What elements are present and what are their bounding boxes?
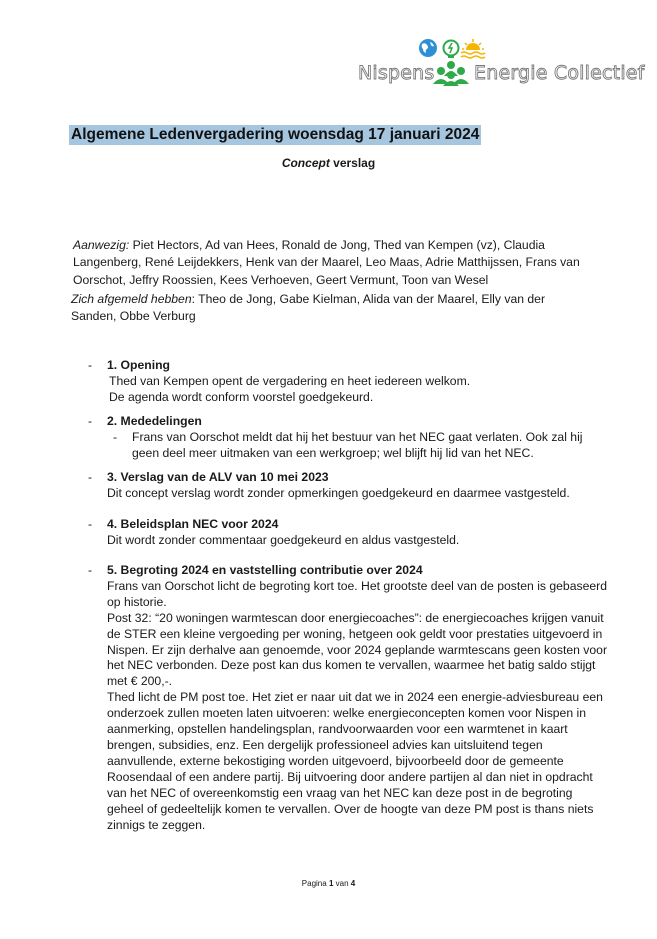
attendance-present xyxy=(73,237,591,289)
agenda-item-title: 2. Mededelingen xyxy=(107,414,202,428)
agenda-item-verslag xyxy=(88,470,608,502)
agenda-item-title: 3. Verslag van de ALV van 10 mei 2023 xyxy=(107,470,329,484)
globe-icon xyxy=(419,39,437,57)
agenda-item-title: 1. Opening xyxy=(107,358,170,372)
subtitle-rest: verslag xyxy=(329,156,376,170)
footer-middle: van xyxy=(333,879,351,888)
sub-list-text: Frans van Oorschot meldt dat hij het bestuur van het NEC gaat verlaten. Ook zal hij geen deel meer uitmaken van een werkgroep; wel blijft hij lid van het NEC. xyxy=(132,429,583,460)
agenda-item-line: De agenda wordt conform voorstel goedgekeurd. xyxy=(109,389,374,404)
agenda-item-paragraph: Thed licht de PM post toe. Het ziet er naar uit dat we in 2024 een energie-adviesbureau een onderzoek zullen moeten laten uitvoeren: welke energieconcepten komen voor Nispen in aanmerking, opstellen handelingsplan, randvoorwaarden voor een warmtenet in kaart brengen, subsidies, enz. Een dergelijk professioneel advies kan uitsluitend tegen aanvullende, externe bekostiging worden uitgevoerd, bijvoorbeeld door de gemeente Roosendaal of een andere partij. Bij uitvoering door andere partijen al dan niet in opdracht van het NEC of overeenkomstig een vraag van het NEC kan deze post in de begroting geheel of gedeeltelijk komen te vervallen. Over de hoogte van deze PM post is thans niets zinnigs te zeggen. xyxy=(107,690,603,832)
present-label: Aanwezig: xyxy=(73,238,130,252)
lightbulb-icon xyxy=(444,41,459,59)
list-dash: - xyxy=(88,470,93,484)
agenda-item-title: 5. Begroting 2024 en vaststelling contributie over 2024 xyxy=(107,563,423,577)
document-title: Algemene Ledenvergadering woensdag 17 januari 2024 xyxy=(71,126,480,143)
list-dash: - xyxy=(88,517,93,531)
agenda-item-opening xyxy=(88,358,608,405)
absent-label: Zich afgemeld hebben xyxy=(71,292,192,306)
footer-prefix: Pagina xyxy=(301,879,329,888)
agenda-item-text: Dit wordt zonder commentaar goedgekeurd en aldus vastgesteld. xyxy=(107,532,460,547)
footer-page-number: 1 xyxy=(328,879,334,888)
document-subtitle xyxy=(0,156,657,170)
sun-waves-icon xyxy=(461,39,485,58)
sub-list-dash: - xyxy=(113,429,118,444)
agenda-item-begroting xyxy=(88,563,608,833)
agenda-item-text: Dit concept verslag wordt zonder opmerkingen goedgekeurd en daarmee vastgesteld. xyxy=(107,485,570,500)
present-names: Piet Hectors, Ad van Hees, Ronald de Jong, Thed van Kempen (vz), Claudia Langenberg, René Leijdekkers, Henk van der Maarel, Leo Maas, Adrie Matthijssen, Frans van Oorschot, Jeffry Roossien, Kees Verhoeven, Geert Vermunt, Toon van Wesel xyxy=(73,238,580,287)
sub-list-item xyxy=(113,430,608,462)
agenda-item-mededelingen xyxy=(88,414,608,461)
list-dash: - xyxy=(88,563,93,577)
agenda-item-beleidsplan xyxy=(88,517,608,549)
subtitle-italic: Concept xyxy=(281,156,330,170)
absent-names: : Theo de Jong, Gabe Kielman, Alida van der Maarel, Elly van der Sanden, Obbe Verburg xyxy=(71,292,546,324)
agenda-item-title: 4. Beleidsplan NEC voor 2024 xyxy=(107,517,279,531)
list-dash: - xyxy=(88,358,93,372)
footer-page-total: 4 xyxy=(350,879,356,888)
page-footer xyxy=(0,879,657,888)
logo-text-left: Nispens xyxy=(358,62,435,84)
list-dash: - xyxy=(88,414,93,428)
attendance-absent xyxy=(71,291,591,326)
people-group-icon xyxy=(433,61,469,86)
agenda-item-line: Thed van Kempen opent de vergadering en heet iedereen welkom. xyxy=(109,373,471,388)
logo-text-right: Energie Collectief xyxy=(474,62,645,84)
nec-logo xyxy=(358,38,648,88)
agenda-item-paragraph: Frans van Oorschot licht de begroting kort toe. Het grootste deel van de posten is gebaseerd op historie. xyxy=(107,578,607,609)
agenda-item-paragraph: Post 32: “20 woningen warmtescan door energiecoaches”: de energiecoaches krijgen vanuit de STER een kleine vergoeding per woning, hetgeen ook geldt voor prestaties uitgevoerd in Nispen. Er zijn derhalve aan genoemde, voor 2024 geplande warmtescans geen kosten voor het NEC verbonden. Deze post kan dus komen te vervallen, waarmee het batig saldo stijgt met € 200,-. xyxy=(107,610,607,689)
